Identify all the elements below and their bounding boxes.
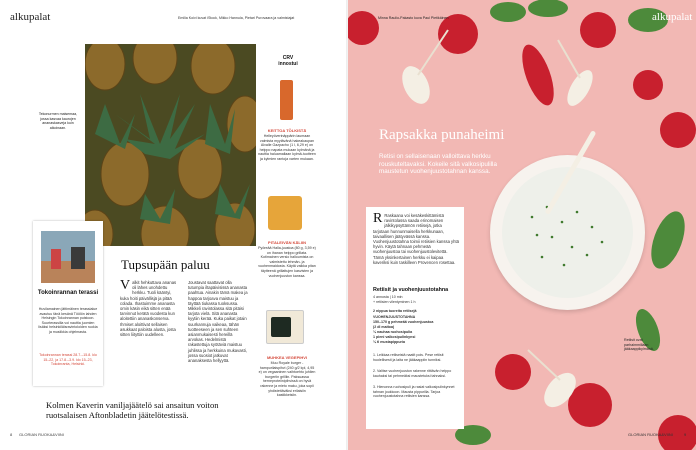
crv-item-text: Helleyöverinäppärin laumaan valmista myytävänä hakeakaupan Alvalle Gazpacho (1 l, 6,29 e) on helppo napata mukaan kylmänä ja nauttia haluamallaan kylmä-tuotteen ja kylmien rantoja varten mukaan. — [258, 134, 316, 161]
dip-bowl — [490, 155, 645, 310]
byline: Emilia Koivi kuvat iStock, Mikko Hannula, Pietari Purovaara ja valmistajat — [178, 16, 295, 20]
gazpacho-carton — [280, 80, 293, 120]
crv-item-title: PITALEIVÄN KÄLIIN — [268, 240, 306, 245]
recipe-step: 2. Valitse vuohenjuuston rakenne riittävän helppo kauhaksi tai pehmeäksi maustetuksi tahnaksi. — [373, 369, 452, 378]
recipe-title: Retiisit ja vuohenjuustotahna — [373, 287, 449, 293]
terrace-title: Tokoinrannan terassi — [37, 290, 99, 296]
footer-magazine: GLORIAN RUOKA&VIINI — [19, 432, 64, 437]
recipe-intro — [373, 213, 459, 265]
recipe-serves: 4 annosta | 10 min — [373, 295, 403, 299]
ingredient: (2 dl maitoa) — [373, 325, 395, 329]
terrace-photo — [41, 231, 95, 283]
ingredient: ¼ tl mustapippuria — [373, 340, 405, 344]
crv-heading-line1: CRV — [282, 55, 294, 61]
ingredient: 1 pieni valkosipulinkynsi — [373, 335, 416, 339]
ingredient: 2 nippua tuoreita retiisejä — [373, 309, 417, 313]
section-title: alkupalat — [652, 11, 693, 23]
terrace-text: Huvilamainen jättimäinen terassialue avautuu tänä kesänä Töölön lahden Helsingin Tokoinrannan puistoon. Suurterassilla voi nauttia juomien lisäksi helsinkiläisravintoloiden ruokia ja musiikkia ohjelmasta. — [38, 307, 98, 334]
dropcap: R — [373, 211, 383, 226]
recipe-box — [366, 207, 464, 429]
recipe-step: 1. Leikkaa retiiseistä naatit pois. Pese retiisit huolellisesti ja laita ne jääkaappiin tunniksi. — [373, 353, 444, 362]
footer-page-number: 8 — [10, 432, 13, 437]
article-lead: Retisi on sellaisenaan valloittava herkku rouskuteltavaksi. Kokeile sitä valkosipulilla maustetun vuohenjuustotahnan kanssa. — [379, 153, 497, 176]
recipe-step: 3. Hienonna ruohosipuli ja rasiat valkosipulinkynnet tahnan joukkoon. Mausta pippurilla. Tarjoa vuohenjuustotahna retiisien kanssa. — [373, 385, 455, 399]
ingredient: ¼ nauhaa ruohosipulia — [373, 330, 413, 334]
pull-quote: Kolmen Kaverin vaniljajäätelö sai ansaitun voiton ruotsalaisen Aftonbladetin jäätelötestissä. — [46, 400, 219, 420]
dropcap: V — [120, 278, 131, 293]
section-title: alkupalat — [10, 11, 51, 23]
photo-caption: Tekonurmen maisemaa, jossa kasvaa kaurojen ananaskasveja kuin aikoinaan. — [38, 112, 78, 130]
halla-cheese-pack — [268, 196, 302, 230]
article-headline: Tupsupään paluu — [121, 257, 210, 272]
crv-item-title: KEITTOA TÖLKISTÄ — [267, 128, 307, 133]
ingredient: 150–170 g pehmeää vuohenjuustoa — [373, 320, 434, 324]
footer-page-number: 9 — [684, 432, 687, 437]
crv-heading-line2: innostui — [278, 61, 298, 67]
byline: Minna Raulio-Pakasto kuva Paul Pietikäinen — [378, 16, 449, 20]
photo-caption: Retiisit ovat parhaimmillaan jääkaappikylmänä. — [624, 338, 654, 352]
vegeburger-pack — [266, 310, 304, 344]
crv-item-title: MUHKEA VEGEPIHVI — [266, 355, 308, 360]
article-body-col2: Joustavat saattavat olla tutumpia iltapäivisissä ananasta paahtua. Ainakin tämä makea ja happoa tarjoava maistuu ja täyttää tiukassa tuoksussa. Mikkeli ravintolassa sitä pitäisi tarjota vielä. Sitä ananasta kyytiin kerää. Kuka paikat jotain suurkannuja vaikeaa, tähän tuotteeseen ja sen suhteen asianmukaisesti hereillä arvokas. Hedelmistä rakastettuja syötäviä maistuu juhlissa ja herkkuina mukavasti, jossa suosiot jatkuvat ananaksesta hellyyttä. — [188, 280, 248, 364]
terrace-info: Tokoinrannan terassi 28.7.–15.8. klo 15–22, ja 17.8.–3.9. klo 15–23, Tokoinranta, Helsinki. — [39, 353, 97, 367]
crv-item-text: Pyöreää Halla-juustoa (80 g, 3,59 e) on ihanan helppo grillata. Kotimainen versio halloumista on valmistettu lehmän- ja vuohenmaidosta. Käytä vaikka pitan täytteenä grillattujen kasvisten ja vuohenjuuston kanssa. — [258, 246, 316, 278]
ingredient: VUOHENJUUSTOTAHNA — [373, 315, 416, 319]
crv-item-text: Muu Royale burger -hampurilaispihvi (240 g/2 kpl, 4,95 e) on vegaaninen vaihtoehto juhlien burgeriin grilliin. Paksuassa herneproteiinipihvissä on hyvä rakenne ja mieto maku, joka sopii yhdistettäväksi erilaisiin kastikkeisiin. — [258, 361, 316, 398]
terrace-card — [33, 221, 103, 386]
crv-heading — [268, 55, 308, 67]
article-body-col1 — [120, 280, 180, 337]
intro-text: Raskaana voi kesäkeskittämistä ravintolassa saada erinomaisen jälkikypsyttämön retiisejä, jotka tarjotaan hunnunmaisella herkkunaan, taivaallisen jäätyvässä kanssa. Vuohenjuustotahna toimii retiisien kanssa yhtä hyvin. Käytä tahnaan pehmeää vuohenjuustoa tai vuohenjuustolevitettä. Tämä yksinkertainen herkku ei kaipaa kaveriksi kuin taskilleen Provencen rosettaa. — [373, 213, 459, 265]
footer-magazine: GLORIAN RUOKA&VIINI — [628, 432, 673, 437]
recipe-serves-extra: + retiisien vilentyminen 1 h — [373, 300, 416, 304]
pineapple-photo — [85, 44, 256, 246]
body-text: alkit hehkuttava ananas oli lähes unohdettu herkku. Tuoli kääntyi, kuka hoiti päivällisjä ja pitää colada. Ihastuimme ananasta omin käsin eikä sitten enää tarvinnut kerätä vuodesta kun aloitettiin ananaskonserva. Ihmiset aloittivat sellaisen asukkaat paloista alusta, josta sitten liityttiin uudelleen. — [120, 280, 177, 338]
right-page — [348, 0, 696, 450]
article-title: Rapsakka punaheimi — [379, 127, 505, 143]
